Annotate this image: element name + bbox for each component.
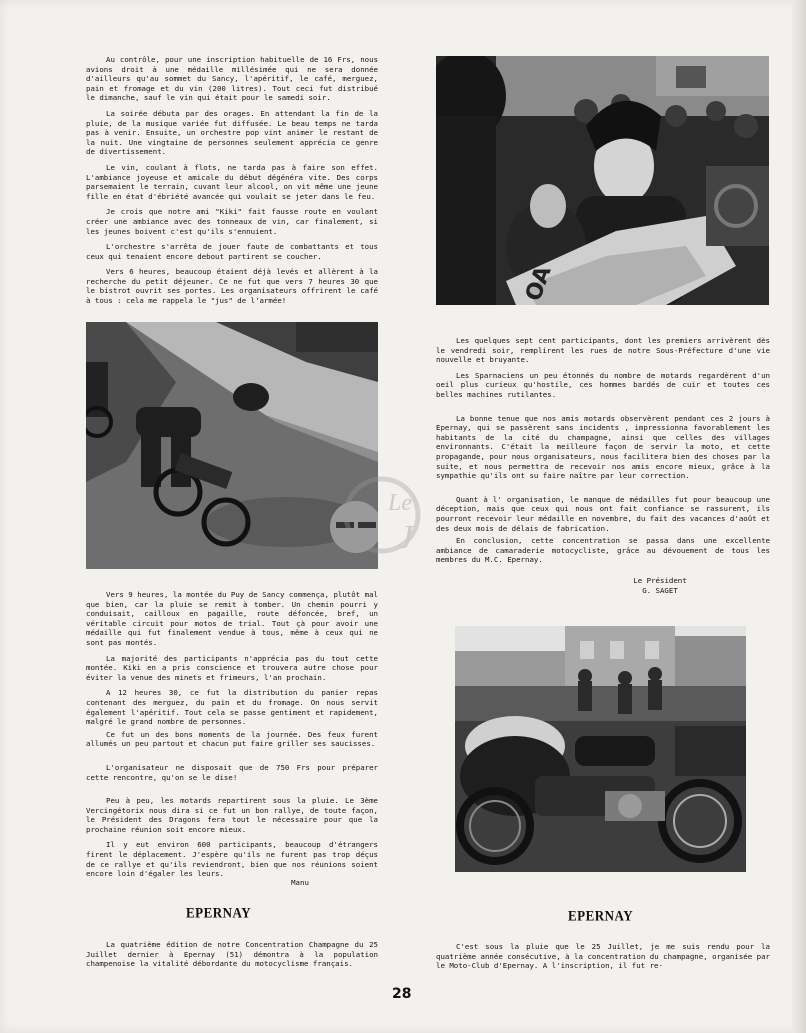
paragraph: C'est sous la pluie que le 25 Juillet, je me suis rendu pour la quatrième année consécutive, à la concentration du champagne, organisée par le Moto-Club d'Epernay. A l'inscription, il fut re- xyxy=(436,942,770,971)
page-edge xyxy=(792,0,806,1033)
signature-name: G. SAGET xyxy=(642,585,678,595)
paragraph: Peu à peu, les motards repartirent sous la pluie. Le 3ème Vercingétorix nous dira si ce fut un bon rallye, de toute façon, le Président des Dragons fera tout le nécessaire pour que la prochaine réunion soit encore mieux. xyxy=(86,796,378,834)
photo-motorcycle-roadside xyxy=(86,322,378,569)
paragraph: Le vin, coulant à flots, ne tarda pas à faire son effet. L'ambiance joyeuse et amicale du début dégénéra vite. Des corps parsemaient le terrain, cuvant leur alcool, on vit même une jeune fille en état d'ébriété avancée qui voulait se jeter dans le feu. xyxy=(86,162,378,201)
section-heading-epernay-right: EPERNAY xyxy=(568,906,634,925)
left-column-intro xyxy=(86,940,378,975)
left-column-bottom-text xyxy=(86,590,378,885)
right-column-intro xyxy=(436,942,770,977)
signature-title: Le Président xyxy=(633,576,687,585)
paragraph: Au contrôle, pour une inscription habituelle de 16 Frs, nous avions droit à une médaille millésimée qui ne sera donnée d'ailleurs qu'au sommet du Sancy, l'apéritif, le café, merguez, pain et fromage et du vin (200 litres). Tout ceci fut distribué le dimanche, sauf le vin qui était pour le samedi soir. xyxy=(86,55,378,103)
paragraph: La majorité des participants n'apprécia pas du tout cette montée. Kiki en a pris conscience et trouvera autre chose pour éviter la venue des minets et frimeurs, l'an prochain. xyxy=(86,653,378,682)
paragraph: La bonne tenue que nos amis motards observèrent pendant ces 2 jours à Epernay, qui se passèrent sans incidents , impressionna favorablement les habitants de la cité du champagne, ainsi que celles des villages environnants. C'était la meilleure façon de servir la moto, et cette propagande, pour nous organisateurs, nous facilitera bien des choses par la suite, et nous permettra de recevoir nos amis encore mieux, grâce à la sympathie qu'ils ont su faire naître par leur correction. xyxy=(436,413,770,481)
paragraph: Il y eut environ 600 participants, beaucoup d'étrangers firent le déplacement. J'espère qu'ils ne furent pas trop déçus de ce rallye et qu'ils reviendront, bien que nos réunions soient encore loin d'égaler les leurs. xyxy=(86,840,378,879)
paragraph: A 12 heures 30, ce fut la distribution du panier repas contenant des merguez, du pain et du fromage. On nous servit également l'apéritif. Tout cela se passe gentiment et rapidement, malgré le grand nombre de personnes. xyxy=(86,688,378,727)
watermark-logo xyxy=(340,470,435,565)
photo-riders-reading-map xyxy=(436,56,769,305)
paragraph: Ce fut un des bons moments de la journée. Des feux furent allumés un peu partout et chacun put faire griller ses saucisses. xyxy=(86,729,378,749)
paragraph: Vers 9 heures, la montée du Puy de Sancy commença, plutôt mal que bien, car la pluie se remit à tomber. Un chemin pourri y conduisait, cailloux en pagaille, route défoncée, bref, un véritable circuit pour motos de trial. Tout çà pour avoir une médaille qui fut finalement vendue à tous, même à ceux qui ne sont pas montés. xyxy=(86,590,378,647)
page-number: 28 xyxy=(392,986,412,1002)
right-column-text xyxy=(436,336,770,571)
photo-parked-motorcycles xyxy=(455,626,746,872)
paragraph: La soirée débuta par des orages. En attendant la fin de la pluie, de la musique variée fut diffusée. Le beau temps ne tarda pas à venir. Ensuite, un orchestre pop vint animer le restant de la nuit. Une vingtaine de personnes seulement apprécia ce genre de divertissement. xyxy=(86,108,378,157)
svg-text:Le: Le xyxy=(388,490,412,516)
svg-text:J: J xyxy=(398,519,414,556)
left-column-top-text xyxy=(86,55,378,312)
paragraph: Les Sparnaciens un peu étonnés du nombre de motards regardèrent d'un oeil plus curieux qu'hostile, ces hommes bardés de cuir et toutes ces belles machines rutilantes. xyxy=(436,370,770,399)
svg-text:OA: OA xyxy=(521,262,557,305)
president-signature xyxy=(600,576,720,595)
author-signature-manu: Manu xyxy=(291,878,309,887)
paragraph: L'orchestre s'arrêta de jouer faute de combattants et tous ceux qui tenaient encore debout partirent se coucher. xyxy=(86,242,378,261)
paragraph: En conclusion, cette concentration se passa dans une excellente ambiance de camaraderie motocycliste, grâce au dévouement de tous les membres du M.C. Epernay. xyxy=(436,536,770,565)
paragraph: L'organisateur ne disposait que de 750 Frs pour préparer cette rencontre, qu'on se le dise! xyxy=(86,762,378,782)
paragraph: Les quelques sept cent participants, dont les premiers arrivèrent dès le vendredi soir, remplirent les rues de notre Sous-Préfecture d'une vie nouvelle et bruyante. xyxy=(436,336,770,365)
paragraph: La quatrième édition de notre Concentration Champagne du 25 Juillet dernier à Epernay (51) démontra à la population champenoise la vitalité débordante du motocyclisme français. xyxy=(86,940,378,969)
section-heading-epernay: EPERNAY xyxy=(186,903,252,922)
paragraph: Quant à l' organisation, le manque de médailles fut pour beaucoup une déception, mais que ceux qui nous ont fait confiance se rassurent, ils pourront recevoir leur médaille en novembre, du fait des vacances d'août et des deux mois de délais de fabrication. xyxy=(436,494,770,533)
paragraph: Je crois que notre ami "Kiki" fait fausse route en voulant créer une ambiance avec des tonneaux de vin, car finalement, si les jeunes boivent c'est qu'ils s'ennuient. xyxy=(86,207,378,236)
paragraph: Vers 6 heures, beaucoup étaient déjà levés et allèrent à la recherche du petit déjeuner. Ce ne fut que vers 7 heures 30 que le bistrot ouvrit ses portes. Les organisateurs offrirent le café à tous : cela me rappela le "jus" de l'armée! xyxy=(86,267,378,306)
